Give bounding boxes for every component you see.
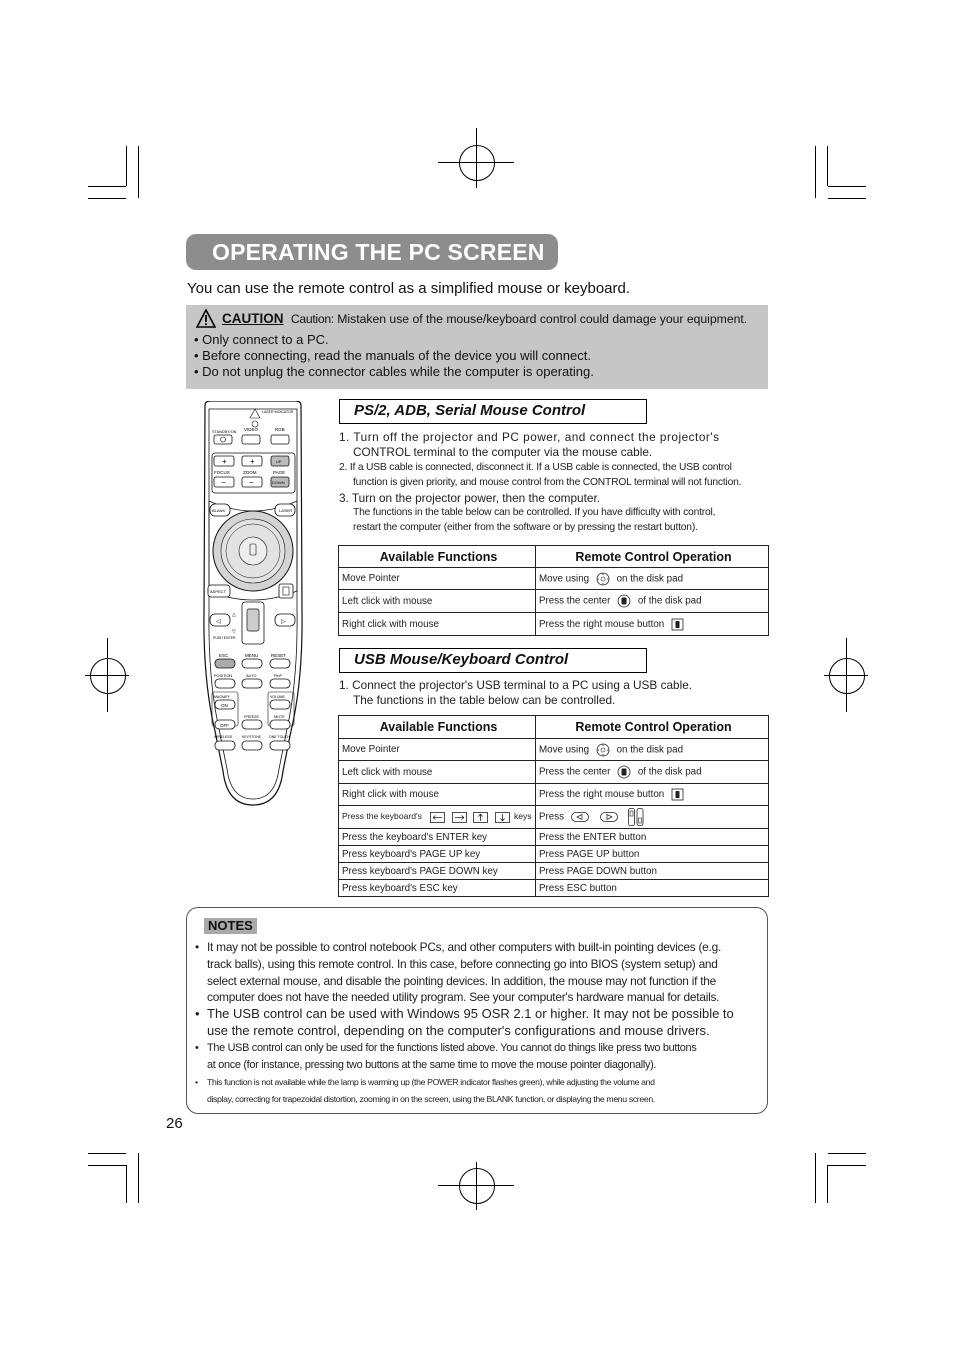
caution-bullet: • Before connecting, read the manuals of the device you will connect. xyxy=(194,348,591,363)
notes-box xyxy=(186,907,768,1114)
operation-post: of the disk pad xyxy=(637,595,702,607)
rgb-button xyxy=(271,435,289,444)
operation-pre: Press the center xyxy=(539,766,611,778)
caution-box xyxy=(186,305,768,389)
table-row xyxy=(339,829,769,846)
note-line: use the remote control, depending on the computer's configurations and mouse drivers. xyxy=(207,1023,710,1038)
usb-heading: USB Mouse/Keyboard Control xyxy=(339,648,647,673)
operation-post: on the disk pad xyxy=(616,573,684,585)
note-line: display, correcting for trapezoidal distortion, zooming in on the screen, using the BLANK function, or displaying the menu screen. xyxy=(207,1093,655,1104)
table-row xyxy=(339,880,769,897)
left-arrow-key-icon xyxy=(430,812,445,823)
page-up-label: UP xyxy=(276,459,282,464)
right-mouse-button-icon xyxy=(671,618,684,631)
magnify-label: MAGNIFY xyxy=(214,695,230,699)
operation-cell xyxy=(536,739,769,761)
note-line: The USB control can be used with Windows 95 OSR 2.1 or higher. It may not be possible to xyxy=(207,1006,734,1021)
ps2-heading: PS/2, ADB, Serial Mouse Control xyxy=(339,399,647,424)
function-cell xyxy=(339,806,536,829)
wireless-label: WIRELESS xyxy=(214,735,233,739)
esc-label: ESC xyxy=(219,653,229,658)
note-line: It may not be possible to control notebook PCs, and other computers with built-in pointing devices (e.g. xyxy=(207,940,721,954)
magnify-off-label: OFF xyxy=(220,723,229,728)
table-row xyxy=(339,568,769,590)
operation-cell: Press PAGE DOWN button xyxy=(536,863,769,880)
aspect-label: ASPECT xyxy=(210,589,227,594)
table-row xyxy=(339,761,769,784)
note-item: • It may not be possible to control notebook PCs, and other computers with built-in pointing devices (e.g. track balls), using this remote control. In this case, before connecting go into BIOS (system setup) and select external mouse, and disable the pointing devices. In addition, the mouse may not function if the computer does not have the needed utility program. See your computer's hardware manual for details. xyxy=(195,940,721,1005)
table-row xyxy=(339,784,769,806)
note-line: track balls), using this remote control. In this case, before connecting go into BIOS (system setup) and xyxy=(207,956,718,971)
remote-control-illustration xyxy=(199,401,307,806)
caution-bullet: • Do not unplug the connector cables while the computer is operating. xyxy=(194,364,594,379)
table-row xyxy=(339,846,769,863)
caution-bullet: • Only connect to a PC. xyxy=(194,332,329,347)
laser-indicator-label: LASER INDICATOR xyxy=(262,410,294,414)
caution-line xyxy=(222,311,747,326)
ps2-step-3b: restart the computer (either from the software or by pressing the restart button). xyxy=(353,522,698,533)
operation-pre: Press xyxy=(539,811,565,823)
video-label: VIDEO xyxy=(244,427,259,432)
function-cell: Right click with mouse xyxy=(339,613,536,636)
standby-button xyxy=(214,435,232,444)
usb-functions-table xyxy=(338,715,769,897)
caution-prefix: Caution: xyxy=(290,312,334,326)
operation-post: of the disk pad xyxy=(637,766,702,778)
disk-center-icon xyxy=(617,765,631,779)
ps2-step-3: 3. Turn on the projector power, then the computer. xyxy=(339,491,600,505)
arrow-keys-pre: Press the keyboard's xyxy=(342,811,422,822)
disk-pad-icon xyxy=(596,572,610,586)
push-enter-label: PUSH ENTER xyxy=(213,636,236,640)
operation-cell xyxy=(536,590,769,613)
table-header: Remote Control Operation xyxy=(536,546,769,568)
pinp-label: PinP xyxy=(274,674,283,678)
menu-label: MENU xyxy=(245,653,259,658)
volume-label: VOLUME xyxy=(270,695,285,699)
notes-label: NOTES xyxy=(204,918,257,934)
note-item: • The USB control can be used with Windows 95 OSR 2.1 or higher. It may not be possible to use the remote control, depending on the computer's configurations and mouse drivers. xyxy=(195,1006,734,1038)
function-cell: Move Pointer xyxy=(339,568,536,590)
usb-step-1a: 1. Connect the projector's USB terminal to a PC using a USB cable. xyxy=(339,678,693,692)
operation-cell: Press ESC button xyxy=(536,880,769,897)
operation-cell: Press PAGE UP button xyxy=(536,846,769,863)
ps2-step-1b: CONTROL terminal to the computer via the mouse cable. xyxy=(353,445,653,459)
function-cell: Press keyboard's ESC key xyxy=(339,880,536,897)
table-row xyxy=(339,590,769,613)
reset-label: RESET xyxy=(271,653,287,658)
page-number: 26 xyxy=(166,1115,183,1132)
right-button-icon xyxy=(600,812,618,822)
right-mouse-button-icon xyxy=(671,788,684,801)
note-line: This function is not available while the lamp is warming up (the POWER indicator flashes green), while adjusting the volume and xyxy=(207,1077,655,1087)
table-row xyxy=(339,739,769,761)
operation-pre: Press the center xyxy=(539,595,611,607)
blank-label: BLANK xyxy=(212,508,226,513)
usb-step-1b: The functions in the table below can be controlled. xyxy=(353,693,616,707)
rgb-label: RGB xyxy=(275,427,285,432)
zoom-plus: + xyxy=(250,457,255,466)
note-line: computer does not have the needed utility program. See your computer's hardware manual for details. xyxy=(207,990,720,1005)
page-title: OPERATING THE PC SCREEN xyxy=(186,234,558,270)
up-down-button-icon xyxy=(628,808,644,826)
note-line: select external mouse, and disable the pointing devices. In addition, the mouse may not function if the xyxy=(207,973,716,988)
function-cell: Press keyboard's PAGE DOWN key xyxy=(339,863,536,880)
auto-label: AUTO xyxy=(246,674,257,678)
function-cell: Left click with mouse xyxy=(339,761,536,784)
table-row xyxy=(339,806,769,829)
caution-text: Mistaken use of the mouse/keyboard control could damage your equipment. xyxy=(337,312,748,326)
standby-label: STANDBY/ON xyxy=(212,430,237,434)
freeze-label: FREEZE xyxy=(244,715,259,719)
video-button xyxy=(242,435,260,444)
table-row xyxy=(339,863,769,880)
page-label: PAGE xyxy=(273,470,286,475)
caution-word: CAUTION xyxy=(222,311,284,326)
operation-cell xyxy=(536,761,769,784)
svg-text:△: △ xyxy=(232,612,236,618)
table-row xyxy=(339,613,769,636)
table-header: Available Functions xyxy=(339,716,536,739)
note-line: The USB control can only be used for the functions listed above. You cannot do things like press two buttons xyxy=(207,1042,697,1054)
one-touch-label: ONE TOUCH xyxy=(269,735,290,739)
ps2-step-2b: function is given priority, and mouse control from the CONTROL terminal will not function. xyxy=(353,477,742,488)
zoom-minus: − xyxy=(249,478,254,487)
left-button-icon xyxy=(571,812,589,822)
function-cell: Press keyboard's PAGE UP key xyxy=(339,846,536,863)
warning-icon xyxy=(196,309,216,328)
up-arrow-key-icon xyxy=(473,812,488,823)
focus-plus: + xyxy=(222,457,227,466)
operation-cell: Press the ENTER button xyxy=(536,829,769,846)
page-down-label: DOWN xyxy=(272,480,285,485)
operation-cell xyxy=(536,568,769,590)
note-item: • The USB control can only be used for the functions listed above. You cannot do things like press two buttons at once (for instance, pressing two buttons at the same time to move the mouse pointer diagonally). xyxy=(195,1040,696,1074)
table-header: Remote Control Operation xyxy=(536,716,769,739)
function-cell: Right click with mouse xyxy=(339,784,536,806)
operation-pre: Press the right mouse button xyxy=(539,618,665,630)
focus-minus: − xyxy=(221,478,226,487)
page-subtitle: You can use the remote control as a simplified mouse or keyboard. xyxy=(187,280,631,297)
svg-text:▷: ▷ xyxy=(281,619,286,625)
operation-post: on the disk pad xyxy=(616,744,684,756)
right-arrow-key-icon xyxy=(452,812,467,823)
note-item: • This function is not available while the lamp is warming up (the POWER indicator flashes green), while adjusting the volume and display, correcting for trapezoidal distortion, zooming in on the screen, using the BLANK function, or displaying the menu screen. xyxy=(195,1074,655,1107)
operation-cell xyxy=(536,613,769,636)
zoom-label: ZOOM xyxy=(243,470,257,475)
function-cell: Press the keyboard's ENTER key xyxy=(339,829,536,846)
operation-pre: Press the right mouse button xyxy=(539,789,665,801)
function-cell: Left click with mouse xyxy=(339,590,536,613)
arrow-keys-post: keys xyxy=(513,811,532,822)
operation-pre: Move using xyxy=(539,744,590,756)
operation-cell xyxy=(536,806,769,829)
ps2-step-2a: 2. If a USB cable is connected, disconnect it. If a USB cable is connected, the USB control xyxy=(339,462,732,473)
ps2-functions-table xyxy=(338,545,769,636)
mute-label: MUTE xyxy=(274,715,285,719)
magnify-on-label: ON xyxy=(221,703,228,708)
ps2-step-3a: The functions in the table below can be controlled. If you have difficulty with control, xyxy=(353,507,716,518)
disk-center-icon xyxy=(617,594,631,608)
note-line: at once (for instance, pressing two buttons at the same time to move the mouse pointer diagonally). xyxy=(207,1059,657,1071)
operation-cell xyxy=(536,784,769,806)
position-label: POSITION xyxy=(214,674,233,678)
down-arrow-key-icon xyxy=(495,812,510,823)
disk-pad-icon xyxy=(596,743,610,757)
laser-label: LASER xyxy=(279,508,293,513)
table-header: Available Functions xyxy=(339,546,536,568)
function-cell: Move Pointer xyxy=(339,739,536,761)
svg-text:▽: ▽ xyxy=(232,629,236,635)
svg-text:◁: ◁ xyxy=(216,619,221,625)
ps2-step-1a: 1. Turn off the projector and PC power, and connect the projector's xyxy=(339,430,720,444)
focus-label: FOCUS xyxy=(214,470,230,475)
operation-pre: Move using xyxy=(539,573,590,585)
keystone-label: KEYSTONE xyxy=(242,735,261,739)
